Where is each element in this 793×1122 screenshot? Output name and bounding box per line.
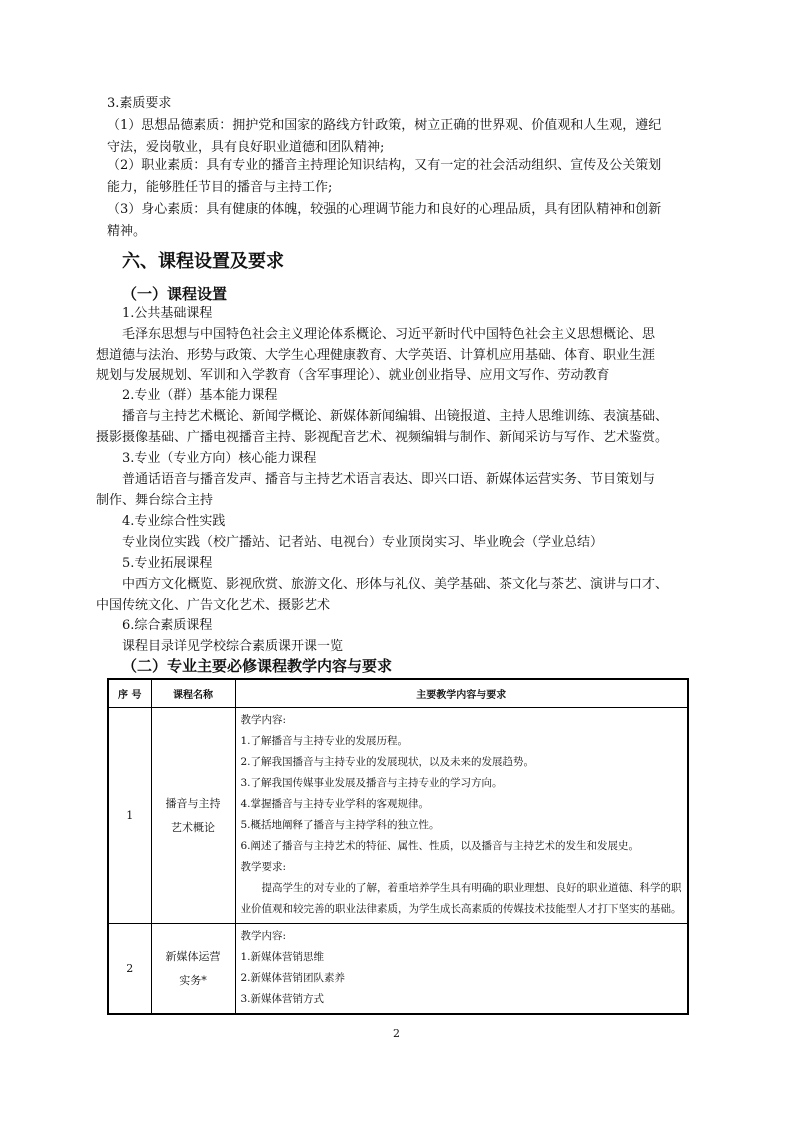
section-title: 六、课程设置及要求 <box>122 251 284 272</box>
content-paragraph: 提高学生的对专业的了解，着重培养学生具有明确的职业理想、良好的职业道德、科学的职业价值观和较完善的职业法律素质，为学生成长高素质的传媒技术技能型人才打下坚实的基础。 <box>240 882 682 915</box>
row-number: 2 <box>108 924 151 1015</box>
course-content <box>235 924 688 1015</box>
course-line: 专业岗位实践（校广播站、记者站、电视台）专业顶岗实习、毕业晚会（学业总结） <box>122 535 604 550</box>
course-name-line: 艺术概论 <box>171 820 215 834</box>
content-line: 6.阐述了播音与主持艺术的特征、属性、性质，以及播音与主持艺术的发生和发展史。 <box>240 840 640 852</box>
content-line: 教学要求: <box>240 861 287 873</box>
content-line: 1.新媒体营销思维 <box>240 951 325 963</box>
quality-heading: 3.素质要求 <box>107 96 172 111</box>
row-number: 1 <box>108 708 151 924</box>
table-row <box>108 708 688 924</box>
subsection-title: （一）课程设置 <box>122 285 228 303</box>
subsection-title: （二）专业主要必修课程教学内容与要求 <box>122 657 393 675</box>
content-line: 教学内容: <box>240 714 287 726</box>
course-name-line: 新媒体运营 <box>165 949 221 963</box>
course-line: 制作、舞台综合主持 <box>96 493 214 508</box>
content-line: 2.了解我国播音与主持专业的发展现状，以及未来的发展趋势。 <box>240 756 535 768</box>
course-category: 4.专业综合性实践 <box>122 514 226 529</box>
content-line: 4.掌握播音与主持专业学科的客观规律。 <box>240 798 430 810</box>
column-header-number: 序 号 <box>108 679 151 708</box>
course-line: 毛泽东思想与中国特色社会主义理论体系概论、习近平新时代中国特色社会主义思想概论、思 <box>122 327 656 342</box>
content-line: 3.新媒体营销方式 <box>240 993 325 1005</box>
content-line: 1.了解播音与主持专业的发展历程。 <box>240 735 409 747</box>
course-line: 普通话语音与播音发声、播音与主持艺术语言表达、即兴口语、新媒体运营实务、节目策划与 <box>122 472 656 487</box>
column-header-course-name: 课程名称 <box>151 679 235 708</box>
course-name <box>151 924 235 1015</box>
content-line: 教学内容: <box>240 930 287 942</box>
course-line: 想道德与法治、形势与政策、大学生心理健康教育、大学英语、计算机应用基础、体育、职业生涯 <box>96 348 656 363</box>
body-line: （1）思想品德素质：拥护党和国家的路线方针政策，树立正确的世界观、价值观和人生观，遵纪 <box>107 118 662 133</box>
course-category: 3.专业（专业方向）核心能力课程 <box>122 451 317 466</box>
course-line: 中西方文化概览、影视欣赏、旅游文化、形体与礼仪、美学基础、茶文化与茶艺、演讲与口才、 <box>122 577 669 592</box>
course-line: 课程目录详见学校综合素质课开课一览 <box>122 639 344 654</box>
course-name <box>151 708 235 924</box>
course-category: 6.综合素质课程 <box>122 618 213 633</box>
course-line: 中国传统文化、广告文化艺术、摄影艺术 <box>96 598 331 613</box>
page-number: 2 <box>393 1027 400 1040</box>
course-line: 摄影摄像基础、广播电视播音主持、影视配音艺术、视频编辑与制作、新闻采访与写作、艺术鉴赏。 <box>96 430 669 445</box>
body-line: 能力，能够胜任节目的播音与主持工作; <box>107 180 333 195</box>
course-name-line: 播音与主持 <box>165 796 221 810</box>
column-header-content: 主要教学内容与要求 <box>235 679 688 708</box>
content-line: 2.新媒体营销团队素养 <box>240 972 346 984</box>
course-name-line: 实务* <box>179 973 207 987</box>
course-category: 1.公共基础课程 <box>122 306 213 321</box>
table-row <box>108 924 688 1015</box>
course-table <box>107 678 689 1015</box>
body-line: 精神。 <box>107 224 147 239</box>
content-line: 5.概括地阐释了播音与主持学科的独立性。 <box>240 819 440 831</box>
body-line: 守法，爱岗敬业，具有良好职业道德和团队精神; <box>107 140 385 155</box>
course-category: 5.专业拓展课程 <box>122 556 213 571</box>
course-line: 规划与发展规划、军训和入学教育（含军事理论）、就业创业指导、应用文写作、劳动教育 <box>96 368 610 383</box>
course-category: 2.专业（群）基本能力课程 <box>122 388 278 403</box>
table-header-row <box>108 679 688 708</box>
course-line: 播音与主持艺术概论、新闻学概论、新媒体新闻编辑、出镜报道、主持人思维训练、表演基础、 <box>122 409 669 424</box>
course-content <box>235 708 688 924</box>
body-line: （3）身心素质：具有健康的体魄，较强的心理调节能力和良好的心理品质，具有团队精神和创新 <box>107 202 662 217</box>
content-line: 3.了解我国传媒事业发展及播音与主持专业的学习方向。 <box>240 777 503 789</box>
body-line: （2）职业素质：具有专业的播音主持理论知识结构，又有一定的社会活动组织、宣传及公关策划 <box>107 158 662 173</box>
